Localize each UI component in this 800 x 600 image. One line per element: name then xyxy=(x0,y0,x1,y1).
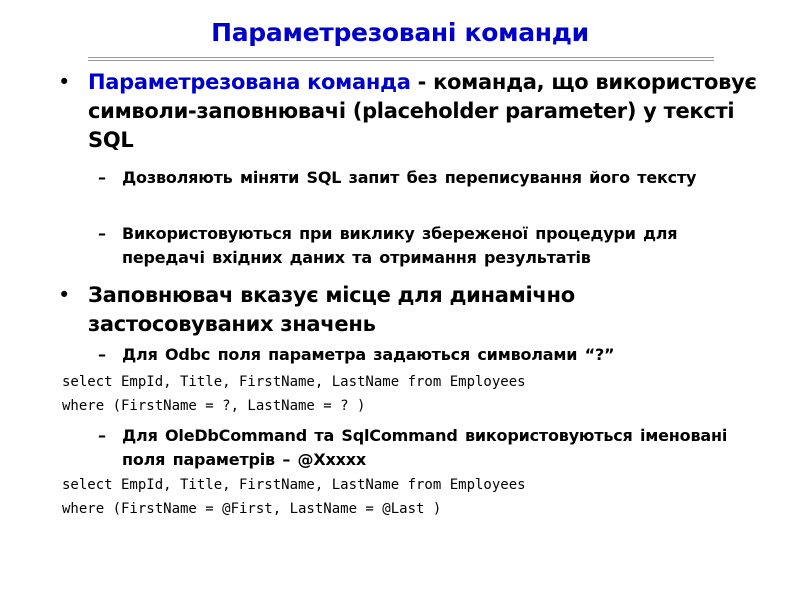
bullet-parameterized-command xyxy=(58,68,758,155)
code-line-named-select: select EmpId, Title, FirstName, LastName from Employees xyxy=(62,477,526,493)
bullet-placeholder xyxy=(58,281,758,339)
code-line-named-where: where (FirstName = @First, LastName = @Last ) xyxy=(62,501,442,517)
dash-marker: – xyxy=(98,345,106,364)
subitem-text: Використовуються при виклику збереженої процедури для передачі вхідних даних та отримання результатів xyxy=(122,224,678,267)
subitem-text: Дозволяють міняти SQL запит без переписування його тексту xyxy=(122,168,697,187)
subitem-text: Для Odbc поля параметра задаються символами “?” xyxy=(122,345,615,364)
bullet-marker: • xyxy=(58,283,71,307)
bullet-text: Заповнювач вказує місце для динамічно застосовуваних значень xyxy=(88,283,575,336)
bullet-marker: • xyxy=(58,70,71,94)
subitem-oledb-sql xyxy=(98,424,748,472)
highlighted-term: Параметрезована команда xyxy=(88,70,411,94)
subitem-stored-procedure xyxy=(98,222,748,270)
bullet-definition: - команда, що використовує символи-заповнювачі (placeholder parameter) у тексті SQL xyxy=(88,70,757,152)
subitem-text: Для OleDbCommand та SqlCommand використовуються іменовані поля параметрів – @Xxxxx xyxy=(122,426,728,469)
dash-marker: – xyxy=(98,168,106,187)
subitem-odbc xyxy=(98,343,748,367)
bullet-text xyxy=(88,68,758,155)
title-divider xyxy=(88,57,714,61)
slide-title: Параметрезовані команди xyxy=(211,18,589,47)
dash-marker: – xyxy=(98,224,106,243)
code-line-odbc-where: where (FirstName = ?, LastName = ? ) xyxy=(62,398,366,414)
dash-marker: – xyxy=(98,426,106,445)
subitem-change-sql xyxy=(98,166,748,190)
code-line-odbc-select: select EmpId, Title, FirstName, LastName from Employees xyxy=(62,374,526,390)
